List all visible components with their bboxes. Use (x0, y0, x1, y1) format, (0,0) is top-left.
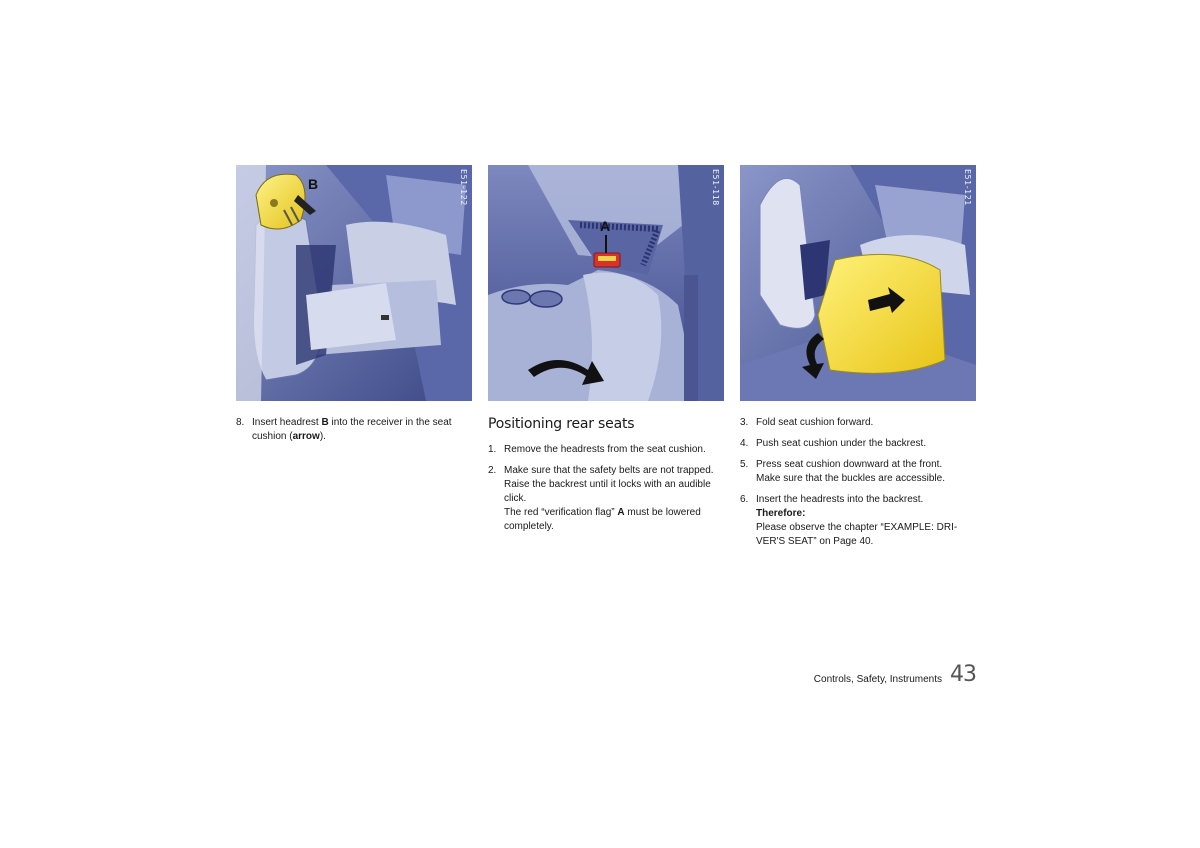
step-1 (488, 443, 724, 457)
step-number: 5. (740, 459, 749, 470)
figure-verification-flag (488, 165, 724, 401)
step-text: Insert the headrests into the backrest. (756, 494, 924, 505)
step-5 (740, 458, 976, 486)
step-4 (740, 437, 976, 451)
section-heading: Positioning rear seats (488, 416, 635, 432)
verification-flag-illustration (488, 165, 724, 401)
step-number: 3. (740, 417, 749, 428)
step-bold-label: B (321, 417, 329, 428)
step-text: Raise the backrest until it locks with an audible click. (504, 479, 711, 504)
step-text: ). (319, 431, 326, 442)
step-number: 6. (740, 494, 749, 505)
step-text: Remove the headrests from the seat cushion. (504, 444, 706, 455)
figure-insert-headrest (236, 165, 472, 401)
step-bold-label: A (617, 507, 625, 518)
figure-code: E51-122 (459, 169, 468, 206)
label-a: A (600, 218, 611, 234)
step-text: Make sure that the buckles are accessible. (756, 473, 945, 484)
label-b: B (308, 176, 319, 192)
step-number: 4. (740, 438, 749, 449)
figure-code: E51-118 (711, 169, 720, 206)
step-bold-label (756, 507, 976, 521)
page-footer (800, 662, 976, 688)
step-text: into the receiver in the seat cushion ( (252, 417, 452, 442)
step-number: 1. (488, 444, 497, 455)
step-number: 2. (488, 465, 497, 476)
figure-code: E51-121 (963, 169, 972, 206)
section-name: Controls, Safety, Instruments (813, 674, 942, 685)
step-6 (740, 493, 976, 549)
step-8 (236, 416, 472, 444)
headrest-illustration (236, 165, 472, 401)
step-bold-label: arrow (292, 431, 320, 442)
seat-cushion-illustration (740, 165, 976, 401)
step-2 (488, 464, 724, 534)
therefore-label: Therefore: (756, 508, 806, 519)
page-number: 43 (950, 662, 976, 687)
column-headrest-insertion (236, 415, 472, 451)
column-cushion-steps (740, 415, 976, 556)
column-positioning-rear-seats (488, 415, 724, 541)
step-text (504, 506, 724, 534)
step-number: 8. (236, 417, 245, 428)
step-text: Fold seat cushion forward. (756, 417, 874, 428)
step-text: Press seat cushion downward at the front. (756, 459, 943, 470)
step-text: Push seat cushion under the backrest. (756, 438, 927, 449)
step-text: Make sure that the safety belts are not trapped. (504, 465, 714, 476)
step-text: Please observe the chapter “EXAMPLE: DRI-VER'S SEAT” on Page 40. (756, 522, 958, 547)
step-3 (740, 416, 976, 430)
step-text: Insert headrest (252, 417, 322, 428)
figure-fold-cushion (740, 165, 976, 401)
step-text-part: The red “verification flag” (504, 507, 618, 518)
step-text-part: must be lowered completely. (504, 507, 701, 532)
